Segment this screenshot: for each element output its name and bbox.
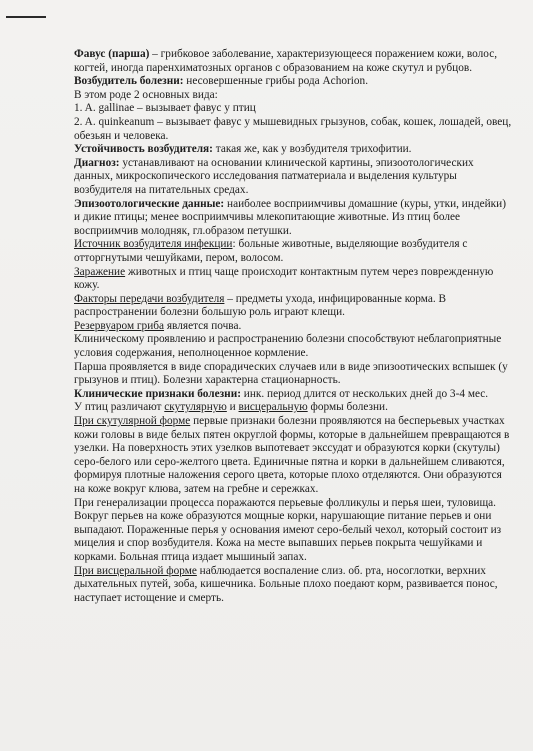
paragraph-reservoir: Резервуаром гриба является почва. bbox=[74, 319, 242, 332]
paragraph-clinical-signs: Клинические признаки болезни: инк. период длится от нескольких дней до 3-4 мес. bbox=[74, 387, 489, 400]
paragraph-infection: Заражение животных и птиц чаще происходит контактным путем через поврежденную кожу. bbox=[74, 265, 494, 292]
top-corner-mark bbox=[6, 16, 46, 18]
paragraph-conditions: Клиническому проявлению и распространению болезни способствуют неблагоприятные условия содержания, неполноценное кормление. bbox=[74, 333, 502, 360]
paragraph-scutular-form: При скутулярной форме первые признаки болезни проявляются на бесперьевых участках кожи головы в виде белых пятен округлой формы, которые в дальнейшем превращаются в узелки. На поверхность этих узелков выпотевает экссудат и образуются корки (скутулы) серо-белого или серо-желтого цвета. Единичные пятна и корки в дальнейшем сливаются, формируя плотные наложения серого цвета, которые плохо отделяются. Они образуются на коже вокруг клюва, затем на гребне и сережках. bbox=[74, 415, 510, 495]
paragraph-transmission: Факторы передачи возбудителя – предметы ухода, инфицированные корма. В распространении болезни большую роль играют клещи. bbox=[74, 292, 447, 319]
list-item-species-1: 1. A. gallinae – вызывает фавус у птиц bbox=[74, 102, 256, 115]
document-body bbox=[74, 48, 514, 605]
list-item-species-2: 2. A. quinkeanum – вызывает фавус у мышевидных грызунов, собак, кошек, лошадей, овец, обезьян и человека. bbox=[74, 115, 512, 142]
paragraph-pathogen: Возбудитель болезни: несовершенные грибы рода Achorion. bbox=[74, 75, 369, 88]
paragraph-diagnosis: Диагноз: устанавливают на основании клинической картины, эпизоотологических данных, микроскопического исследования патматериала и выделения культуры возбудителя на питательных средах. bbox=[74, 156, 474, 196]
paragraph-forms: У птиц различают скутулярную и висцеральную формы болезни. bbox=[74, 401, 388, 414]
paragraph-epizootology: Эпизоотологические данные: наиболее восприимчивы домашние (куры, утки, индейки) и дикие птицы; менее восприимчивы млекопитающие животные. Из птиц более восприимчив молодняк, гл.образом петушки. bbox=[74, 197, 506, 237]
paragraph-species-intro: В этом роде 2 основных вида: bbox=[74, 88, 218, 101]
paragraph-source: Источник возбудителя инфекции: больные животные, выделяющие возбудителя с отторгнутыми чешуйками, пером, волосом. bbox=[74, 238, 468, 264]
paragraph-definition: Фавус (парша) – грибковое заболевание, характеризующееся поражением кожи, волос, когтей, иногда паренхиматозных органов с образованием на коже скутул и рубцов. bbox=[74, 48, 498, 74]
term-favus: Фавус (парша) bbox=[74, 48, 150, 60]
paragraph-resistance: Устойчивость возбудителя: такая же, как у возбудителя трихофитии. bbox=[74, 143, 412, 156]
paragraph-generalization: При генерализации процесса поражаются перьевые фолликулы и перья шеи, туловища. Вокруг перьев на коже образуются мощные корки, нарушающие питание перьев и они выпадают. Пораженные перья у основания имеют серо-белый чехол, который состоит из мицелия и спор возбудителя. Кожа на месте выпавших перьев покрыта чешуйками и корками. Больная птица издает мышиный запах. bbox=[74, 496, 502, 563]
paragraph-visceral-form: При висцеральной форме наблюдается воспаление слиз. об. рта, носоглотки, верхних дыхательных путей, зоба, кишечника. Больные плохо поедают корм, развивается понос, наступает истощение и смерть. bbox=[74, 564, 498, 604]
paragraph-occurrence: Парша проявляется в виде спорадических случаев или в виде эпизоотических вспышек (у грызунов и птиц). Болезни характерна стационарность. bbox=[74, 360, 508, 387]
